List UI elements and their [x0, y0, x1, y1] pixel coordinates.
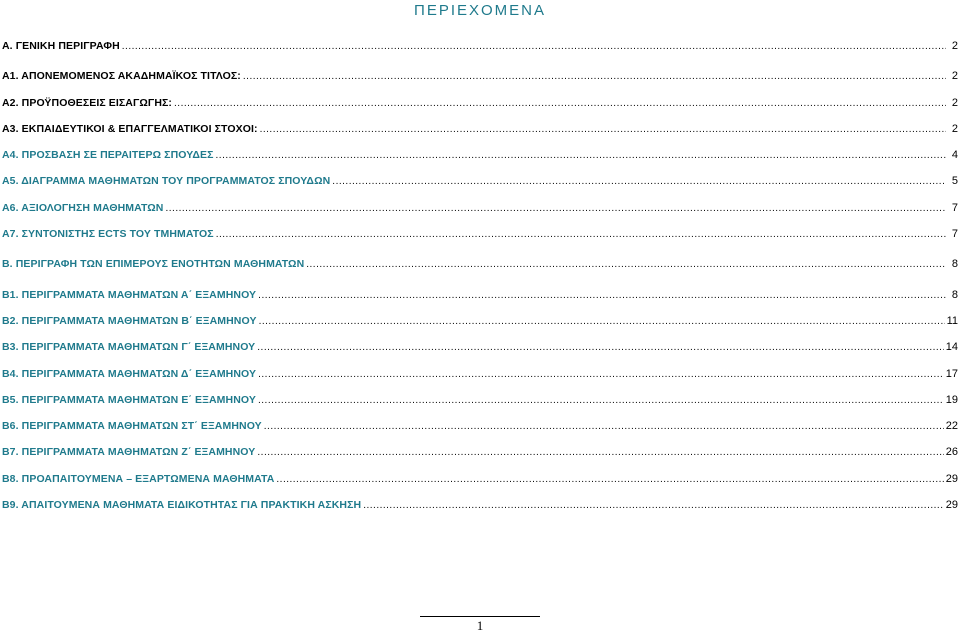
toc-entry-label: Α3. ΕΚΠΑΙΔΕΥΤΙΚΟΙ & ΕΠΑΓΓΕΛΜΑΤΙΚΟΙ ΣΤΟΧΟΙ:	[2, 122, 258, 135]
toc-entry-page: 4	[951, 149, 958, 162]
dot-leader	[257, 440, 943, 466]
dot-leader	[260, 117, 946, 143]
toc-entry-label: Β8. ΠΡΟΑΠΑΙΤΟΥΜΕΝΑ – ΕΞΑΡΤΩΜΕΝΑ ΜΑΘΗΜΑΤΑ	[2, 472, 275, 485]
toc-entry-b2[interactable]	[2, 308, 958, 334]
toc-entry-page: 2	[951, 122, 958, 135]
toc-entry-page: 2	[951, 96, 958, 109]
toc-entry-label: Α4. ΠΡΟΣΒΑΣΗ ΣΕ ΠΕΡΑΙΤΕΡΩ ΣΠΟΥΔΕΣ	[2, 149, 214, 162]
toc-entry-page: 7	[951, 201, 958, 214]
dot-leader	[363, 493, 944, 519]
toc-entry-b9[interactable]	[2, 492, 958, 518]
toc-entry-page: 14	[945, 341, 958, 354]
toc-entry-label: Β4. ΠΕΡΙΓΡΑΜΜΑΤΑ ΜΑΘΗΜΑΤΩΝ Δ΄ ΕΞΑΜΗΝΟΥ	[2, 367, 257, 380]
dot-leader	[258, 283, 946, 309]
toc-entry-label: Β5. ΠΕΡΙΓΡΑΜΜΑΤΑ ΜΑΘΗΜΑΤΩΝ Ε΄ ΕΞΑΜΗΝΟΥ	[2, 393, 256, 406]
dot-leader	[258, 362, 944, 388]
toc-entry-label: Α. ΓΕΝΙΚΗ ΠΕΡΙΓΡΑΦΗ	[2, 40, 120, 52]
toc-entry-label: Β3. ΠΕΡΙΓΡΑΜΜΑΤΑ ΜΑΘΗΜΑΤΩΝ Γ΄ ΕΞΑΜΗΝΟΥ	[2, 341, 256, 354]
toc-entry-page: 11	[946, 314, 958, 327]
toc-entry-page: 29	[945, 472, 958, 485]
toc-entry-page: 29	[945, 499, 958, 512]
toc-entry-label: Α7. ΣΥΝΤΟΝΙΣΤΗΣ ECTS ΤΟΥ ΤΜΗΜΑΤΟΣ	[2, 228, 214, 241]
toc-entry-label: Β6. ΠΕΡΙΓΡΑΜΜΑΤΑ ΜΑΘΗΜΑΤΩΝ ΣΤ΄ ΕΞΑΜΗΝΟΥ	[2, 420, 262, 433]
dot-leader	[216, 143, 946, 169]
toc-entry-a7[interactable]	[2, 221, 958, 247]
dot-leader	[243, 64, 946, 90]
toc-entry-label: Β1. ΠΕΡΙΓΡΑΜΜΑΤΑ ΜΑΘΗΜΑΤΩΝ Α΄ ΕΞΑΜΗΝΟΥ	[2, 288, 257, 301]
dot-leader	[174, 91, 946, 117]
table-of-contents	[2, 33, 958, 518]
toc-entry-b5[interactable]	[2, 387, 958, 413]
toc-entry-a5[interactable]	[2, 168, 958, 194]
dot-leader	[257, 335, 943, 361]
toc-entry-page: 5	[951, 175, 958, 188]
dot-leader	[216, 222, 946, 248]
toc-entry-label: Α1. ΑΠΟΝΕΜΟΜΕΝΟΣ ΑΚΑΔΗΜΑΪΚΟΣ ΤΙΤΛΟΣ:	[2, 70, 241, 83]
toc-entry-page: 8	[951, 258, 958, 271]
toc-entry-label: Β2. ΠΕΡΙΓΡΑΜΜΑΤΑ ΜΑΘΗΜΑΤΩΝ Β΄ ΕΞΑΜΗΝΟΥ	[2, 314, 257, 327]
toc-entry-b1[interactable]	[2, 282, 958, 308]
toc-entry-a2[interactable]	[2, 90, 958, 116]
dot-leader	[122, 34, 946, 60]
toc-entry-b6[interactable]	[2, 413, 958, 439]
toc-entry-page: 7	[951, 228, 958, 241]
toc-entry-label: Β9. ΑΠΑΙΤΟΥΜΕΝΑ ΜΑΘΗΜΑΤΑ ΕΙΔΙΚΟΤΗΤΑΣ ΓΙΑ ΠΡΑΚΤΙΚΗ ΑΣΚΗΣΗ	[2, 499, 362, 512]
toc-entry-page: 22	[945, 420, 958, 433]
toc-entry-page: 19	[945, 393, 958, 406]
page-number: 1	[476, 618, 484, 633]
toc-entry-label: Β7. ΠΕΡΙΓΡΑΜΜΑΤΑ ΜΑΘΗΜΑΤΩΝ Ζ΄ ΕΞΑΜΗΝΟΥ	[2, 446, 256, 459]
toc-entry-b8[interactable]	[2, 466, 958, 492]
toc-entry-a4[interactable]	[2, 142, 958, 168]
page-title: ΠΕΡΙΕΧΟΜΕΝΑ	[413, 2, 547, 19]
toc-entry-page: 8	[951, 288, 958, 301]
toc-entry-page: 2	[951, 40, 958, 52]
toc-entry-page: 26	[945, 446, 958, 459]
toc-entry-a1[interactable]	[2, 63, 958, 89]
toc-entry-label: Α5. ΔΙΑΓΡΑΜΜΑ ΜΑΘΗΜΑΤΩΝ ΤΟΥ ΠΡΟΓΡΑΜΜΑΤΟΣ ΣΠΟΥΔΩΝ	[2, 175, 331, 188]
toc-entry-b3[interactable]	[2, 334, 958, 360]
toc-entry-label: Α6. ΑΞΙΟΛΟΓΗΣΗ ΜΑΘΗΜΑΤΩΝ	[2, 201, 164, 214]
toc-entry-page: 17	[945, 367, 958, 380]
toc-entry-page: 2	[951, 70, 958, 83]
dot-leader	[276, 467, 943, 493]
dot-leader	[264, 414, 944, 440]
dot-leader	[258, 388, 944, 414]
toc-entry-b4[interactable]	[2, 361, 958, 387]
dot-leader	[306, 252, 946, 278]
toc-entry-a6[interactable]	[2, 195, 958, 221]
dot-leader	[165, 196, 946, 222]
toc-entry-a[interactable]	[2, 33, 958, 59]
toc-entry-b[interactable]	[2, 251, 958, 277]
toc-entry-label: Α2. ΠΡΟΫΠΟΘΕΣΕΙΣ ΕΙΣΑΓΩΓΗΣ:	[2, 96, 173, 109]
toc-entry-label: Β. ΠΕΡΙΓΡΑΦΗ ΤΩΝ ΕΠΙΜΕΡΟΥΣ ΕΝΟΤΗΤΩΝ ΜΑΘΗΜΑΤΩΝ	[2, 258, 305, 271]
toc-entry-b7[interactable]	[2, 439, 958, 465]
toc-entry-a3[interactable]	[2, 116, 958, 142]
footer-divider	[420, 616, 540, 617]
dot-leader	[332, 169, 946, 195]
dot-leader	[259, 309, 945, 335]
